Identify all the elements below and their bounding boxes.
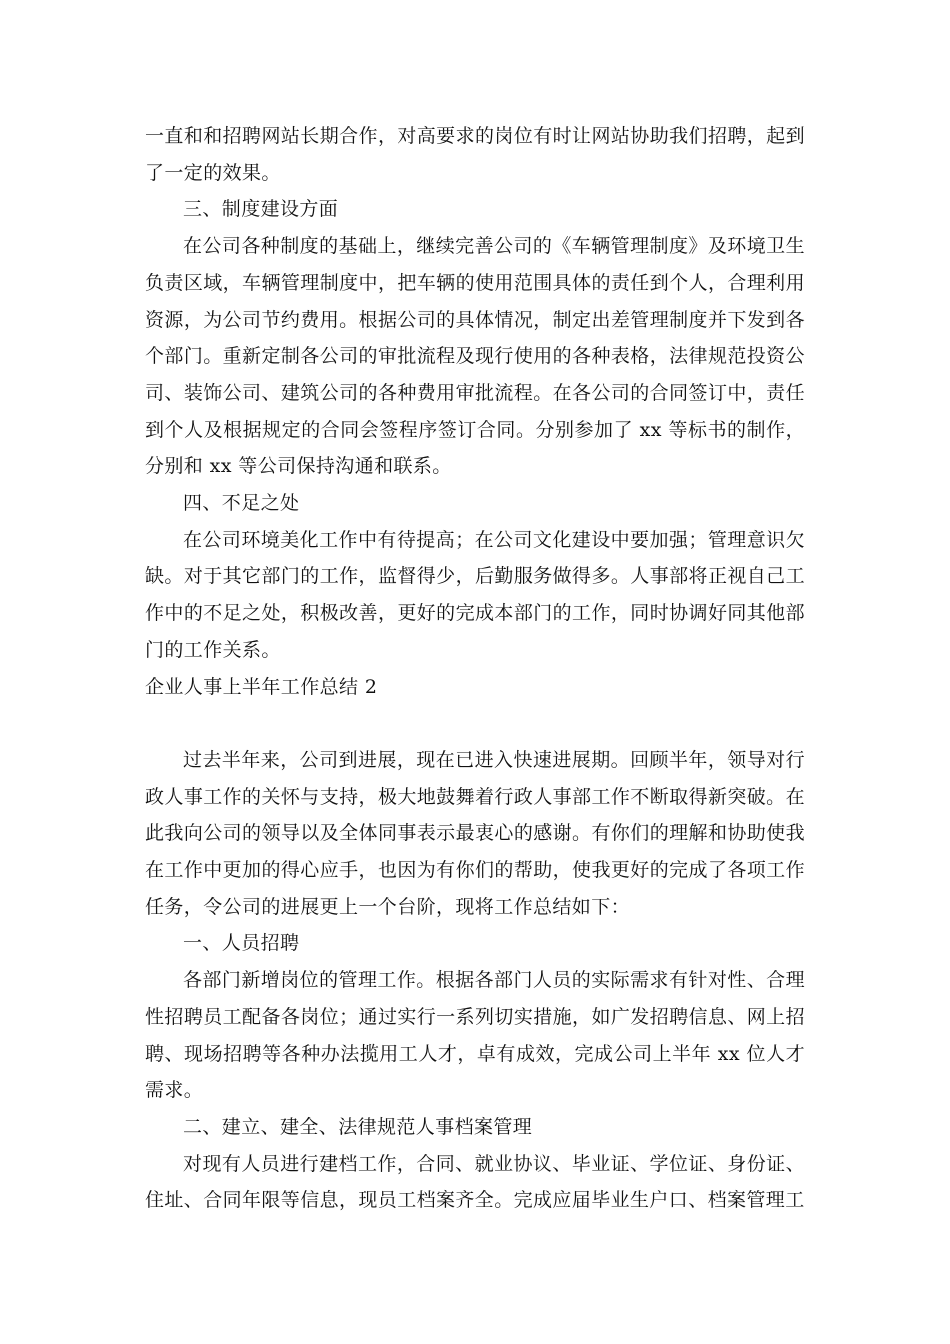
- paragraph-recruitment: 各部门新增岗位的管理工作。根据各部门人员的实际需求有针对性、合理性招聘员工配备各岗位；通过实行一系列切实措施，如广发招聘信息、网上招聘、现场招聘等各种办法揽用工人才，卓有成效，完成公司上半年 xx 位人才需求。: [145, 969, 805, 1102]
- heading-recruitment: 一、人员招聘: [183, 932, 300, 955]
- blank-line: [145, 705, 805, 742]
- document-title-2: 企业人事上半年工作总结 2: [145, 675, 378, 698]
- paragraph-personnel-files: 对现有人员进行建档工作，合同、就业协议、毕业证、学位证、身份证、住址、合同年限等信息，现员工档案齐全。完成应届毕业生户口、档案管理工: [145, 1152, 805, 1212]
- paragraph-system-building: 在公司各种制度的基础上，继续完善公司的《车辆管理制度》及环境卫生负责区域，车辆管理制度中，把车辆的使用范围具体的责任到个人，合理利用资源，为公司节约费用。根据公司的具体情况，制定出差管理制度并下发到各个部门。重新定制各公司的审批流程及现行使用的各种表格，法律规范投资公司、装饰公司、建筑公司的各种费用审批流程。在各公司的合同签订中，责任到个人及根据规定的合同会签程序签订合同。分别参加了 xx 等标书的制作，分别和 xx 等公司保持沟通和联系。: [145, 235, 805, 478]
- paragraph-recruiting-website: 一直和和招聘网站长期合作，对高要求的岗位有时让网站协助我们招聘，起到了一定的效果。: [145, 125, 805, 184]
- heading-personnel-files: 二、建立、建全、法律规范人事档案管理: [183, 1115, 533, 1138]
- paragraph-intro: 过去半年来，公司到进展，现在已进入快速进展期。回顾半年，领导对行政人事工作的关怀与支持，极大地鼓舞着行政人事部工作不断取得新突破。在此我向公司的领导以及全体同事表示最衷心的感谢。有你们的理解和协助使我在工作中更加的得心应手，也因为有你们的帮助，使我更好的完成了各项工作任务，令公司的进展更上一个台阶，现将工作总结如下：: [145, 748, 805, 918]
- heading-system-building: 三、制度建设方面: [183, 198, 339, 221]
- document-page: [145, 118, 805, 1219]
- paragraph-shortcomings: 在公司环境美化工作中有待提高；在公司文化建设中要加强；管理意识欠缺。对于其它部门的工作，监督得少，后勤服务做得多。人事部将正视自己工作中的不足之处，积极改善，更好的完成本部门的工作，同时协调好同其他部门的工作关系。: [145, 528, 805, 661]
- heading-shortcomings: 四、不足之处: [183, 492, 300, 515]
